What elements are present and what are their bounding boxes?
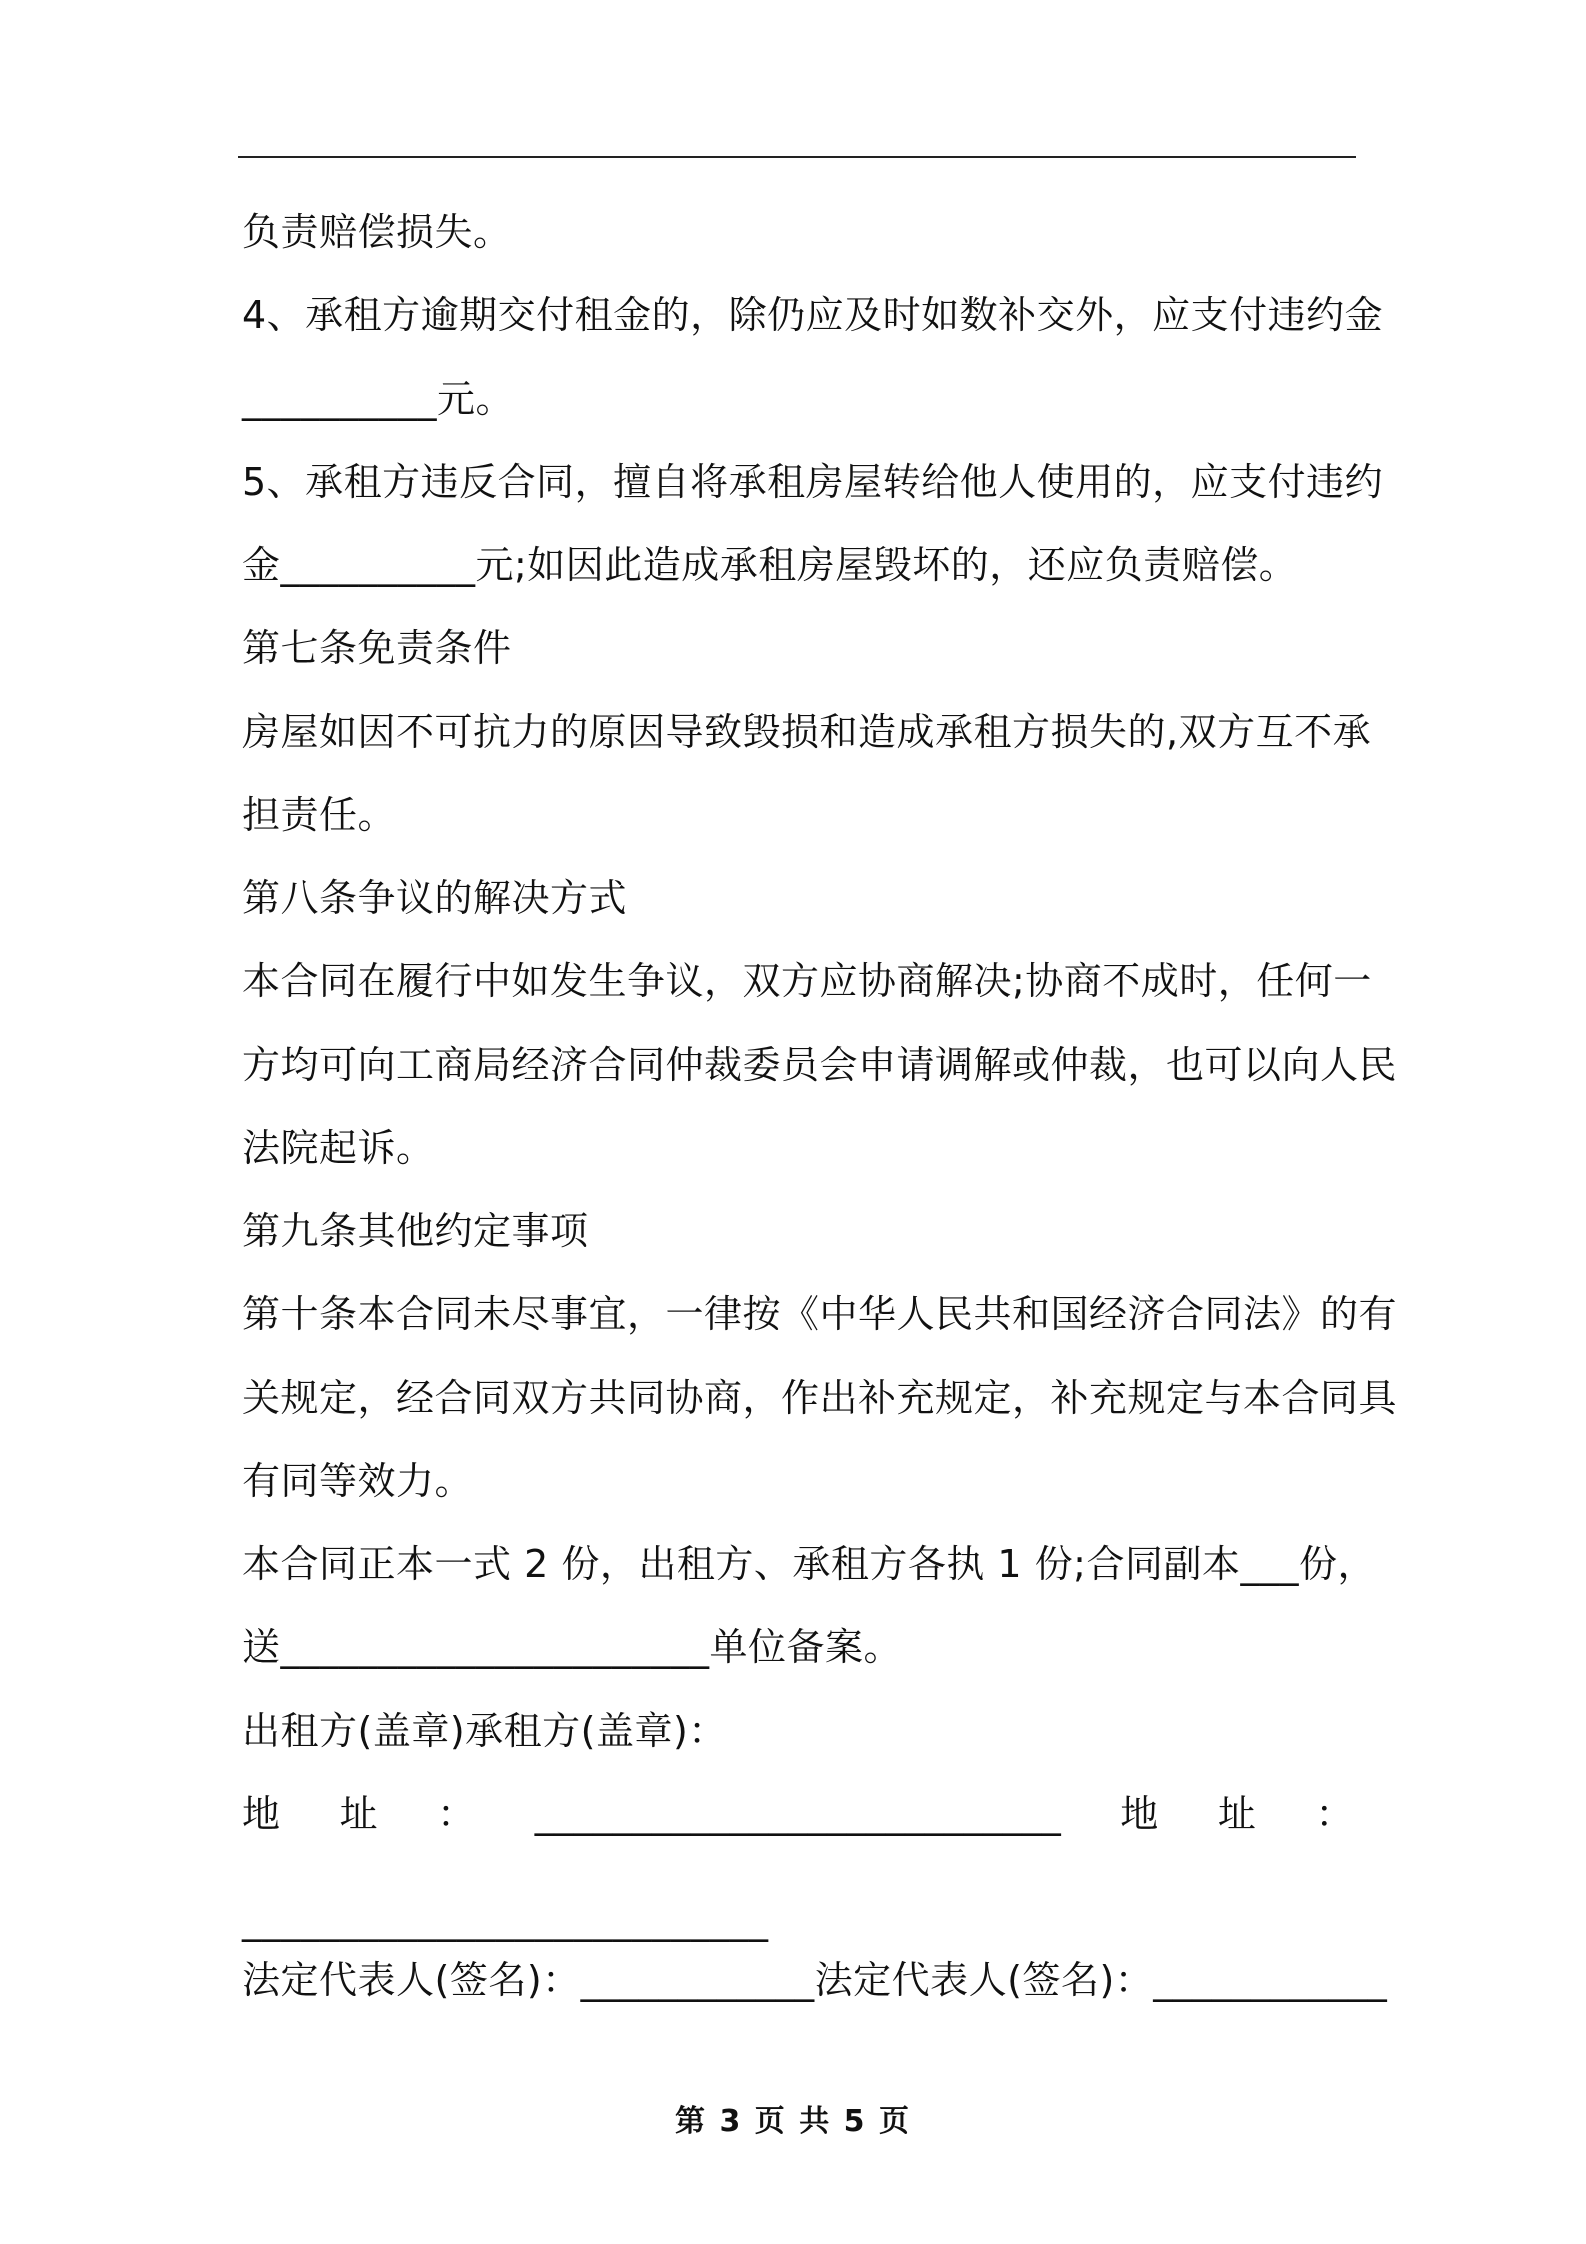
text-line: 担责任。 xyxy=(242,793,397,837)
address-label-char: 址 xyxy=(1217,1792,1257,1836)
text-line: 有同等效力。 xyxy=(242,1459,474,1503)
text-line: 本合同在履行中如发生争议，双方应协商解决;协商不成时，任何一 xyxy=(242,959,1372,1003)
section-heading: 第七条免责条件 xyxy=(242,626,512,670)
text-line: 方均可向工商局经济合同仲裁委员会申请调解或仲裁，也可以向人民 xyxy=(242,1043,1398,1087)
address-blank: ___________________________ xyxy=(534,1792,1062,1836)
address-row xyxy=(242,1790,1354,1838)
text-line: 本合同正本一式 2 份，出租方、承租方各执 1 份;合同副本___份， xyxy=(242,1542,1376,1586)
section-heading: 第八条争议的解决方式 xyxy=(242,876,628,920)
text-line: 房屋如因不可抗力的原因导致毁损和造成承租方损失的,双方互不承 xyxy=(242,710,1372,754)
text-line: 4、承租方逾期交付租金的，除仍应及时如数补交外，应支付违约金 xyxy=(242,293,1384,337)
text-line: 负责赔偿损失。 xyxy=(242,210,512,254)
text-line: 第十条本合同未尽事宜，一律按《中华人民共和国经济合同法》的有 xyxy=(242,1292,1398,1336)
address-blank-line: ___________________________ xyxy=(242,1898,769,1942)
text-line: 送______________________单位备案。 xyxy=(242,1625,903,1669)
header-rule xyxy=(238,156,1356,158)
address-label-char: 址 xyxy=(339,1792,379,1836)
text-line: 5、承租方违反合同，擅自将承租房屋转给他人使用的，应支付违约 xyxy=(242,460,1384,504)
text-line: __________元。 xyxy=(242,377,515,421)
page-indicator: 第 3 页 共 5 页 xyxy=(675,2104,911,2139)
representative-line: 法定代表人(签名)：____________法定代表人(签名)：____________ xyxy=(242,1958,1388,2002)
address-colon: ： xyxy=(1315,1792,1354,1836)
signature-heading: 出租方(盖章)承租方(盖章)： xyxy=(242,1709,727,1753)
address-label-char: 地 xyxy=(242,1792,281,1836)
text-line: 关规定，经合同双方共同协商，作出补充规定，补充规定与本合同具 xyxy=(242,1376,1398,1420)
text-line: 金__________元;如因此造成承租房屋毁坏的，还应负责赔偿。 xyxy=(242,543,1298,587)
address-label-char: 地 xyxy=(1120,1792,1159,1836)
text-line: 法院起诉。 xyxy=(242,1126,435,1170)
section-heading: 第九条其他约定事项 xyxy=(242,1209,589,1253)
address-colon: ： xyxy=(437,1792,476,1836)
